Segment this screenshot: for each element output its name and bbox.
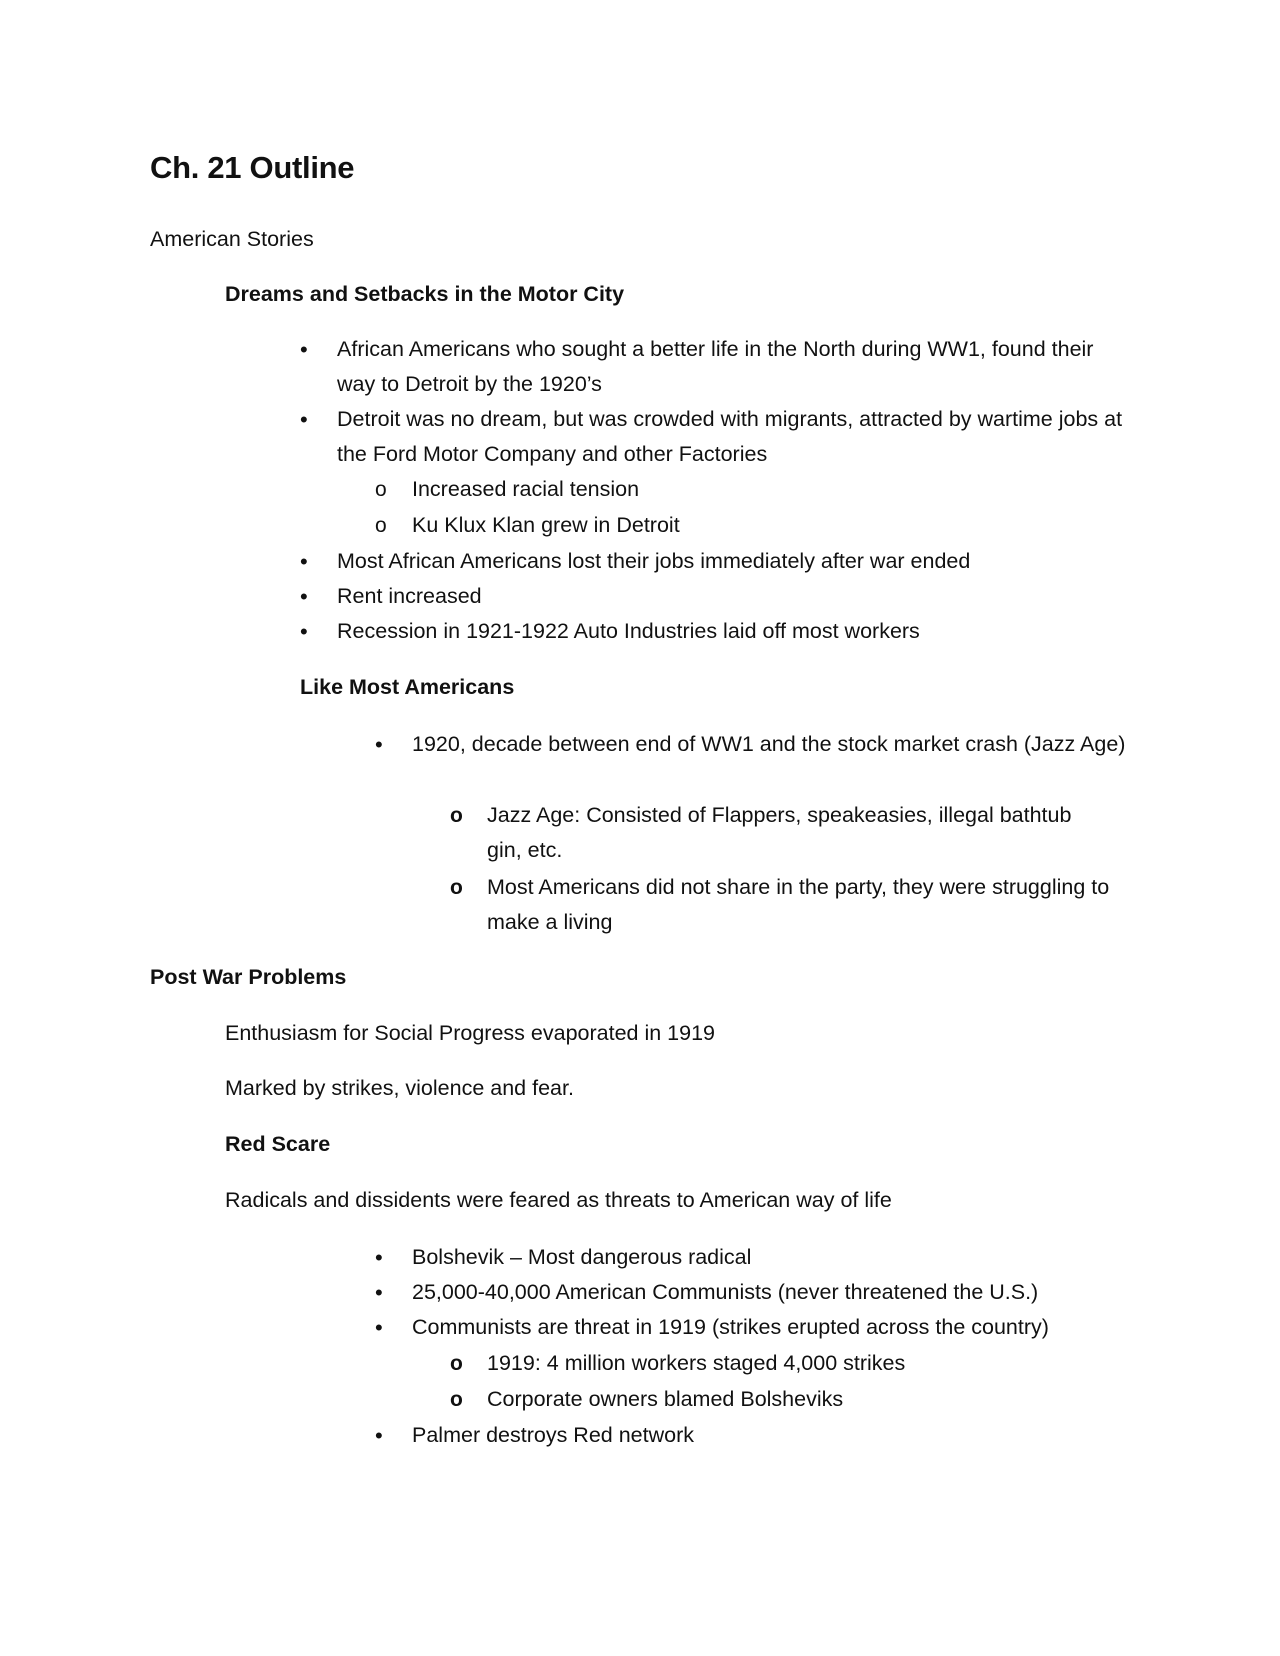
sub-list-item bbox=[450, 1382, 1110, 1417]
sub-list-item bbox=[375, 472, 1135, 507]
list-item-text: Communists are threat in 1919 (strikes erupted across the country) bbox=[412, 1315, 1049, 1339]
list-item-text: 25,000-40,000 American Communists (never threatened the U.S.) bbox=[412, 1280, 1039, 1304]
subheading-red-scare: Red Scare bbox=[225, 1132, 331, 1156]
sub-list-item bbox=[450, 1346, 1110, 1381]
bullet-glyph: • bbox=[300, 619, 308, 644]
bullet-glyph: • bbox=[300, 549, 308, 574]
list-item-text: Recession in 1921-1922 Auto Industries laid off most workers bbox=[337, 619, 920, 643]
sub-bullet-glyph: o bbox=[375, 478, 387, 501]
list-item-text: Bolshevik – Most dangerous radical bbox=[412, 1245, 752, 1269]
bullet-glyph: • bbox=[375, 1280, 383, 1305]
sub-list-item-text: Increased racial tension bbox=[412, 477, 640, 501]
list-item-text: Rent increased bbox=[337, 584, 482, 608]
bullet-glyph: • bbox=[375, 1245, 383, 1270]
list-item bbox=[375, 1310, 1135, 1345]
list-item bbox=[375, 1240, 1135, 1275]
sub-list-item-text: Most Americans did not share in the party, they were struggling to make a living bbox=[487, 875, 1110, 934]
sub-list-item bbox=[450, 798, 1110, 868]
paragraph-marked-by-strikes: Marked by strikes, violence and fear. bbox=[225, 1076, 574, 1100]
list-item bbox=[300, 579, 1130, 614]
sub-list-item bbox=[375, 508, 1135, 543]
list-item-text: Palmer destroys Red network bbox=[412, 1423, 694, 1447]
sub-list-item-text: Ku Klux Klan grew in Detroit bbox=[412, 513, 680, 537]
list-item-text: Most African Americans lost their jobs immediately after war ended bbox=[337, 549, 971, 573]
sub-bullet-glyph: o bbox=[450, 876, 463, 899]
list-item-text: African Americans who sought a better life in the North during WW1, found their way to Detroit by the 1920’s bbox=[337, 337, 1094, 396]
list-item bbox=[375, 727, 1130, 762]
sub-list-item-text: Corporate owners blamed Bolsheviks bbox=[487, 1387, 844, 1411]
list-item bbox=[300, 614, 1130, 649]
list-item-text: Detroit was no dream, but was crowded with migrants, attracted by wartime jobs at the Ford Motor Company and other Factories bbox=[337, 407, 1123, 466]
list-item bbox=[375, 1275, 1135, 1310]
list-item bbox=[300, 332, 1130, 402]
bullet-glyph: • bbox=[300, 407, 308, 432]
subheading-like-most-americans: Like Most Americans bbox=[300, 675, 515, 699]
sub-bullet-glyph: o bbox=[375, 514, 387, 537]
bullet-glyph: • bbox=[375, 1315, 383, 1340]
sub-list-item-text: Jazz Age: Consisted of Flappers, speakeasies, illegal bathtub gin, etc. bbox=[487, 803, 1072, 862]
sub-list-item bbox=[450, 870, 1110, 940]
sub-bullet-glyph: o bbox=[450, 1352, 463, 1375]
bullet-glyph: • bbox=[300, 337, 308, 362]
bullet-glyph: • bbox=[375, 732, 383, 757]
paragraph-radicals: Radicals and dissidents were feared as threats to American way of life bbox=[225, 1188, 892, 1212]
list-item bbox=[300, 544, 1130, 579]
sub-list-item-text: 1919: 4 million workers staged 4,000 strikes bbox=[487, 1351, 906, 1375]
list-item-text: 1920, decade between end of WW1 and the stock market crash (Jazz Age) bbox=[412, 732, 1126, 756]
paragraph-enthusiasm: Enthusiasm for Social Progress evaporated in 1919 bbox=[225, 1021, 715, 1045]
section-heading-american-stories: American Stories bbox=[150, 227, 314, 251]
subheading-dreams-and-setbacks: Dreams and Setbacks in the Motor City bbox=[225, 282, 625, 306]
section-heading-post-war-problems: Post War Problems bbox=[150, 965, 347, 989]
page-title: Ch. 21 Outline bbox=[150, 150, 355, 185]
bullet-glyph: • bbox=[300, 584, 308, 609]
sub-bullet-glyph: o bbox=[450, 804, 463, 827]
bullet-glyph: • bbox=[375, 1423, 383, 1448]
list-item bbox=[300, 402, 1130, 472]
sub-bullet-glyph: o bbox=[450, 1388, 463, 1411]
list-item bbox=[375, 1418, 1135, 1453]
